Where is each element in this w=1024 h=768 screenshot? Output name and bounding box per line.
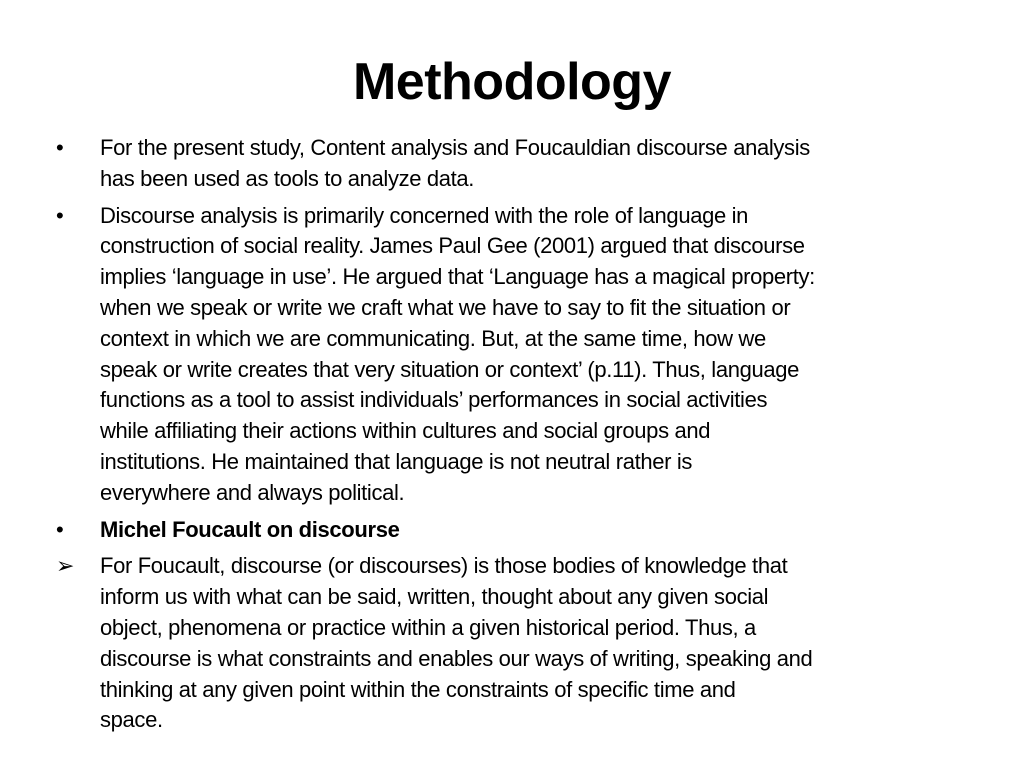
- bullet-text-line: context in which we are communicating. But, at the same time, how we: [100, 325, 766, 351]
- bullet-text-line: everywhere and always political.: [100, 479, 405, 505]
- bullet-text-line: For the present study, Content analysis and Foucauldian discourse analysis: [100, 135, 810, 160]
- bullet-item: [56, 551, 1006, 736]
- bullet-item: [56, 515, 1006, 546]
- bullet-text-line: implies ‘language in use’. He argued that ‘Language has a magical property:: [100, 264, 815, 290]
- bullet-dot-icon: •: [56, 135, 64, 160]
- bullet-dot-icon: •: [56, 202, 64, 228]
- bullet-item: [56, 201, 1006, 509]
- bullet-dot-icon: •: [56, 516, 64, 542]
- bullet-list: [56, 133, 1006, 742]
- bullet-text-line: when we speak or write we craft what we have to say to fit the situation or: [100, 294, 791, 320]
- bullet-text-line: functions as a tool to assist individuals’ performances in social activities: [100, 387, 768, 413]
- bullet-text-line: has been used as tools to analyze data.: [100, 165, 475, 191]
- bullet-text-line: while affiliating their actions within cultures and social groups and: [100, 418, 711, 444]
- bullet-text-line: Discourse analysis is primarily concerned with the role of language in: [100, 202, 749, 228]
- bullet-text-line: institutions. He maintained that language is not neutral rather is: [100, 448, 693, 474]
- bullet-text-line: construction of social reality. James Paul Gee (2001) argued that discourse: [100, 233, 805, 259]
- bullet-item: [56, 133, 1006, 195]
- bullet-text-line: discourse is what constraints and enables our ways of writing, speaking and: [100, 645, 813, 671]
- slide-title: Methodology: [352, 53, 671, 111]
- bullet-text-line: space.: [100, 707, 163, 733]
- bullet-text-line: For Foucault, discourse (or discourses) is those bodies of knowledge that: [100, 553, 788, 579]
- bullet-text-line: object, phenomena or practice within a given historical period. Thus, a: [100, 614, 756, 640]
- bullet-text-line: thinking at any given point within the constraints of specific time and: [100, 676, 736, 702]
- bullet-arrow-icon: ➢: [56, 553, 75, 579]
- bullet-text-line: Michel Foucault on discourse: [100, 516, 400, 542]
- bullet-text-line: inform us with what can be said, written, thought about any given social: [100, 584, 769, 610]
- bullet-text-line: speak or write creates that very situation or context’ (p.11). Thus, language: [100, 356, 800, 382]
